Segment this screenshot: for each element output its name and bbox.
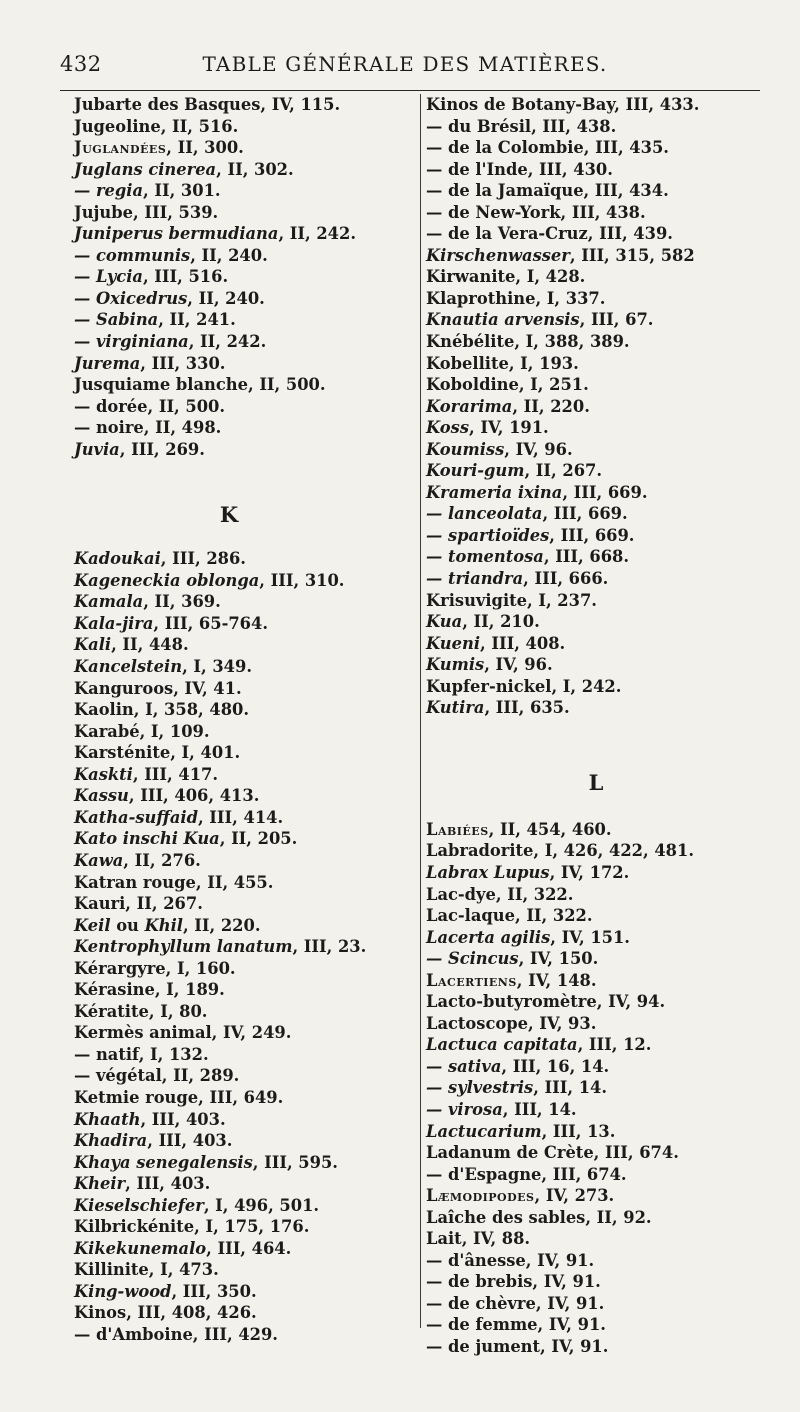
index-entry [426,159,766,181]
index-entry [426,546,766,568]
entry-r: , II, 369. [143,592,221,612]
entry-r: , II, 276. [123,850,201,870]
index-entry [426,568,766,590]
index-entry [74,331,414,353]
entry-r: , II, 240. [190,245,268,265]
index-entry [426,1271,766,1293]
entry-i: Kua [426,612,463,632]
entry-i: Koss [426,418,469,438]
index-entry [426,1228,766,1250]
index-entry [426,1121,766,1143]
entry-i: — virginiana [74,332,189,352]
entry-r: Labradorite, I, 426, 422, 481. [426,841,694,861]
entry-r: — de la Colombie, III, 435. [426,138,669,158]
index-entry [74,1281,414,1303]
entry-i: Juvia [74,439,120,459]
entry-r: , IV, 150. [518,949,599,969]
entry-r: Lait, IV, 88. [426,1229,531,1249]
entry-r: , III, 65-764. [153,613,268,633]
entry-i: — lanceolata [426,504,543,524]
section-letter-k: K [219,502,239,528]
entry-r: Lactoscope, IV, 93. [426,1013,597,1033]
entry-sc: Labiées [426,819,489,839]
entry-r: , II, 454, 460. [488,819,612,839]
entry-r: Kératite, I, 80. [74,1001,208,1021]
index-entry [74,180,414,202]
entry-i: King-wood [74,1281,172,1301]
index-entry [74,807,414,829]
index-entry [426,116,766,138]
entry-i: Juniperus bermudiana [74,224,279,244]
entry-r: , III, 286. [160,549,246,569]
entry-r: , III, 14. [533,1078,608,1098]
index-entry [426,331,766,353]
entry-r: Jusquiame blanche, II, 500. [74,375,326,395]
entry-i: Koumiss [426,439,505,459]
index-entry [74,979,414,1001]
entry-r: Katran rouge, II, 455. [74,872,274,892]
index-entry [74,678,414,700]
index-entry [426,676,766,698]
index-entry [426,991,766,1013]
entry-r: — de la Jamaïque, III, 434. [426,181,669,201]
entry-r: , III, 516. [142,267,229,287]
entry-r: , III, 350. [171,1281,257,1301]
index-entry [74,893,414,915]
index-entry [426,353,766,375]
index-entry [426,1056,766,1078]
entry-r: , II, 302. [216,159,294,179]
entry-r: , III, 635. [484,698,570,718]
entry-r: , III, 315, 582 [569,245,695,265]
entry-i: Kueni [426,633,481,653]
entry-i: Kaskti [74,764,133,784]
index-entry [426,1250,766,1272]
entry-r: , III, 23. [292,937,367,957]
entry-r: Kauri, II, 267. [74,894,203,914]
index-entry [426,1034,766,1056]
index-entry [74,548,414,570]
entry-r: Jubarte des Basques, IV, 115. [74,95,341,114]
index-entry [74,116,414,138]
page-header [60,52,750,92]
entry-r: , III, 669. [562,482,648,502]
index-entry [74,936,414,958]
right-entries-after [426,819,766,1358]
entry-r: , III, 668. [543,547,630,567]
entry-r: — d'Amboine, III, 429. [74,1324,278,1344]
entry-i: Khaya senegalensis [74,1152,253,1172]
entry-r: , IV, 96. [484,655,553,675]
entry-r: , III, 330. [140,353,226,373]
index-entry [74,570,414,592]
index-entry [74,958,414,980]
entry-r: Kermès animal, IV, 249. [74,1023,292,1043]
entry-i: Kadoukai [74,549,161,569]
index-entry [426,1142,766,1164]
entry-i: Kheir [74,1174,126,1194]
entry-r: , IV, 148. [516,970,597,990]
index-entry [426,374,766,396]
entry-r: Kinos de Botany-Bay, III, 433. [426,95,700,114]
entry-r: Kanguroos, IV, 41. [74,678,242,698]
entry-i: Khaath [74,1109,141,1129]
entry-r: , III, 414. [197,807,284,827]
entry-r: Krisuvigite, I, 237. [426,590,597,610]
entry-i: — sylvestris [426,1078,534,1098]
entry-r: Jugeoline, II, 516. [74,116,239,136]
index-entry [74,742,414,764]
index-entry [74,764,414,786]
entry-i: Kali [74,635,112,655]
index-entry [74,656,414,678]
entry-r: Ladanum de Crète, III, 674. [426,1143,679,1163]
entry-r: — de chèvre, IV, 91. [426,1293,605,1313]
index-entry [426,503,766,525]
entry-r: , II, 301. [143,181,221,201]
entry-r: , II, 300. [166,138,244,158]
entry-r: , II, 242. [278,224,357,244]
column-divider [420,94,421,1328]
index-entry [74,309,414,331]
index-entry [426,137,766,159]
entry-r: Kinos, III, 408, 426. [74,1303,257,1323]
entry-sc: Juglandées [74,138,167,158]
entry-sc: Lacertiens [426,970,517,990]
entry-r: , II, 220. [512,396,590,416]
index-entry [426,1293,766,1315]
index-entry [74,1130,414,1152]
entry-r: , II, 240. [187,288,265,308]
entry-r: , III, 12. [577,1035,652,1055]
entry-r: — d'ânesse, IV, 91. [426,1250,595,1270]
index-entry [74,353,414,375]
index-entry [426,417,766,439]
index-entry [74,1087,414,1109]
entry-r: , III, 269. [119,439,205,459]
left-entries-after [74,548,414,1345]
index-entry [426,611,766,633]
entry-i: Krameria ixina [426,482,563,502]
entry-i: Kutira [426,698,485,718]
index-entry [426,266,766,288]
entry-i: — virosa [426,1099,503,1119]
index-entry [74,1195,414,1217]
index-entry [74,245,414,267]
index-entry [74,266,414,288]
entry-r: — végétal, II, 289. [74,1066,240,1086]
entry-i: Kikekunemalo [74,1238,207,1258]
entry-i: Kamala [74,592,144,612]
index-entry [426,482,766,504]
index-entry [426,927,766,949]
index-entry [426,633,766,655]
index-entry [426,180,766,202]
index-entry [426,1013,766,1035]
entry-i: Kieselschiefer [74,1195,204,1215]
entry-i: — tomentosa [426,547,544,567]
entry-r: , III, 669. [549,525,635,545]
entry-i: — Scincus [426,949,519,969]
entry-r: , II, 210. [462,612,540,632]
section-letter-l: L [588,769,604,795]
index-entry [426,905,766,927]
index-entry [74,202,414,224]
entry-i: — Oxicedrus [74,288,188,308]
index-entry [426,840,766,862]
entry-i: — regia [74,181,144,201]
index-entry [74,850,414,872]
entry-r: Kupfer-nickel, I, 242. [426,676,622,696]
index-entry [426,223,766,245]
index-entry [74,591,414,613]
entry-r: , III, 310. [259,570,345,590]
entry-i: Labrax Lupus [426,862,550,882]
entry-r: , III, 67. [579,310,654,330]
index-entry [426,970,766,992]
index-entry [74,374,414,396]
entry-r: Kaolin, I, 358, 480. [74,700,250,720]
index-entry [74,1216,414,1238]
entry-r: Lac-dye, II, 322. [426,884,574,904]
entry-r: , IV, 273. [534,1186,615,1206]
entry-r: Klaprothine, I, 337. [426,288,606,308]
index-entry [74,828,414,850]
index-entry [426,460,766,482]
entry-r: , III, 403. [125,1174,211,1194]
entry-i: Lactuca capitata [426,1035,578,1055]
entry-i: Khadira [74,1131,148,1151]
index-entry [426,1099,766,1121]
entry-r: , IV, 96. [504,439,573,459]
entry-i: Kageneckia oblonga [74,570,260,590]
entry-r: , III, 669. [542,504,628,524]
entry-i2: Khil [144,915,183,935]
entry-r: — de brebis, IV, 91. [426,1272,601,1292]
entry-i: Knautia arvensis [426,310,580,330]
entry-r: , III, 406, 413. [128,786,260,806]
entry-i: — sativa [426,1056,502,1076]
entry-r: — de la Vera-Cruz, III, 439. [426,224,673,244]
entry-r: , IV, 172. [549,862,630,882]
index-entry [426,94,766,116]
entry-r: — natif, I, 132. [74,1044,209,1064]
index-entry [74,785,414,807]
index-entry [74,1022,414,1044]
index-entry [74,94,414,116]
entry-i: — communis [74,245,191,265]
index-entry [74,1173,414,1195]
index-entry [426,884,766,906]
entry-r: , III, 13. [541,1121,616,1141]
index-entry [426,1077,766,1099]
entry-r: Karabé, I, 109. [74,721,210,741]
index-entry [426,1207,766,1229]
entry-i: Kato inschi Kua [74,829,220,849]
entry-i: Kouri-gum [426,461,525,481]
entry-i: — Sabina [74,310,159,330]
entry-r: , III, 14. [502,1099,577,1119]
entry-r: Jujube, III, 539. [74,202,219,222]
header-rule [60,90,760,91]
index-entry [74,1238,414,1260]
entry-r: Killinite, I, 473. [74,1260,219,1280]
entry-r: , III, 408. [480,633,566,653]
entry-r: , II, 448. [111,635,189,655]
entry-r: — dorée, II, 500. [74,396,226,416]
entry-r: , IV, 151. [550,927,630,947]
entry-r: — de jument, IV, 91. [426,1336,609,1356]
index-entry [74,396,414,418]
entry-r: Kirwanite, I, 428. [426,267,586,287]
entry-i: Kancelstein [74,657,183,677]
entry-r: — d'Espagne, III, 674. [426,1164,627,1184]
entry-r2: , II, 220. [182,915,261,935]
index-entry [74,1152,414,1174]
index-entry [426,396,766,418]
entry-r: Karsténite, I, 401. [74,743,241,763]
index-entry [426,1185,766,1207]
index-entry [426,1164,766,1186]
entry-r: — de l'Inde, III, 430. [426,159,613,179]
index-entry [74,915,414,937]
entry-r: , III, 16, 14. [501,1056,610,1076]
running-title: TABLE GÉNÉRALE DES MATIÈRES. [202,52,608,76]
index-entry [74,634,414,656]
left-column [74,94,414,1346]
index-entry [74,223,414,245]
entry-i: Kumis [426,655,485,675]
index-entry [426,654,766,676]
entry-r: Kérargyre, I, 160. [74,958,236,978]
entry-i: Juglans cinerea [74,159,217,179]
index-entry [426,948,766,970]
entry-r: Koboldine, I, 251. [426,375,589,395]
entry-r: ou [110,915,145,935]
entry-r: Kilbrickénite, I, 175, 176. [74,1217,310,1237]
right-entries-before [426,94,766,719]
entry-r: — du Brésil, III, 438. [426,116,617,136]
page-number: 432 [60,52,102,76]
left-entries-before [74,94,414,460]
entry-r: — de New-York, III, 438. [426,202,646,222]
entry-r: , III, 666. [523,569,609,589]
index-entry [74,1302,414,1324]
index-entry [74,159,414,181]
entry-r: Kobellite, I, 193. [426,353,579,373]
entry-r: Ketmie rouge, III, 649. [74,1087,284,1107]
entry-i: — Lycia [74,267,143,287]
entry-r: , II, 241. [158,310,236,330]
entry-r: , II, 205. [219,829,298,849]
entry-r: — noire, II, 498. [74,418,222,438]
entry-i: Jurema [74,353,141,373]
entry-r: , III, 417. [132,764,219,784]
entry-r: Laîche des sables, II, 92. [426,1207,652,1227]
index-entry [74,288,414,310]
index-entry [74,417,414,439]
entry-r: , III, 403. [147,1131,233,1151]
entry-i: Lacerta agilis [426,927,551,947]
entry-i: Kirschenwasser [426,245,570,265]
entry-r: , I, 496, 501. [203,1195,320,1215]
index-entry [74,1044,414,1066]
index-entry [426,288,766,310]
index-entry [426,819,766,841]
index-entry [74,1001,414,1023]
entry-r: Lac-laque, II, 322. [426,906,593,926]
entry-i: Katha-suffaid [74,807,198,827]
index-entry [74,872,414,894]
entry-r: — de femme, IV, 91. [426,1315,606,1335]
index-entry [426,309,766,331]
index-entry [74,137,414,159]
index-entry [426,590,766,612]
index-entry [74,1109,414,1131]
entry-i: Kentrophyllum lanatum [74,937,293,957]
index-entry [426,862,766,884]
index-entry [74,1324,414,1346]
index-entry [426,1336,766,1358]
entry-r: , II, 267. [524,461,603,481]
entry-r: Knébélite, I, 388, 389. [426,332,630,352]
entry-r: , II, 242. [188,332,267,352]
entry-i: Kala-jira [74,613,154,633]
entry-i: Kassu [74,786,129,806]
index-entry [426,439,766,461]
entry-r: , III, 464. [206,1238,292,1258]
entry-i: Lactucarium [426,1121,542,1141]
entry-r: , I, 349. [182,657,253,677]
entry-r: Kérasine, I, 189. [74,980,225,1000]
index-entry [74,1065,414,1087]
entry-sc: Læmodipodes [426,1186,535,1206]
entry-r: , III, 403. [140,1109,226,1129]
index-entry [426,697,766,719]
index-entry [426,245,766,267]
index-entry [426,202,766,224]
index-entry [74,721,414,743]
entry-i: Korarima [426,396,513,416]
right-column [426,94,766,1358]
entry-i: Kawa [74,850,124,870]
entry-r: , IV, 191. [469,418,549,438]
entry-i: Keil [74,915,111,935]
index-entry [74,613,414,635]
entry-i: — triandra [426,569,524,589]
entry-r: Lacto-butyromètre, IV, 94. [426,992,666,1012]
index-entry [426,525,766,547]
index-entry [74,1259,414,1281]
entry-i: — spartioïdes [426,525,550,545]
index-entry [74,699,414,721]
index-entry [426,1314,766,1336]
entry-r: , III, 595. [252,1152,338,1172]
index-entry [74,439,414,461]
